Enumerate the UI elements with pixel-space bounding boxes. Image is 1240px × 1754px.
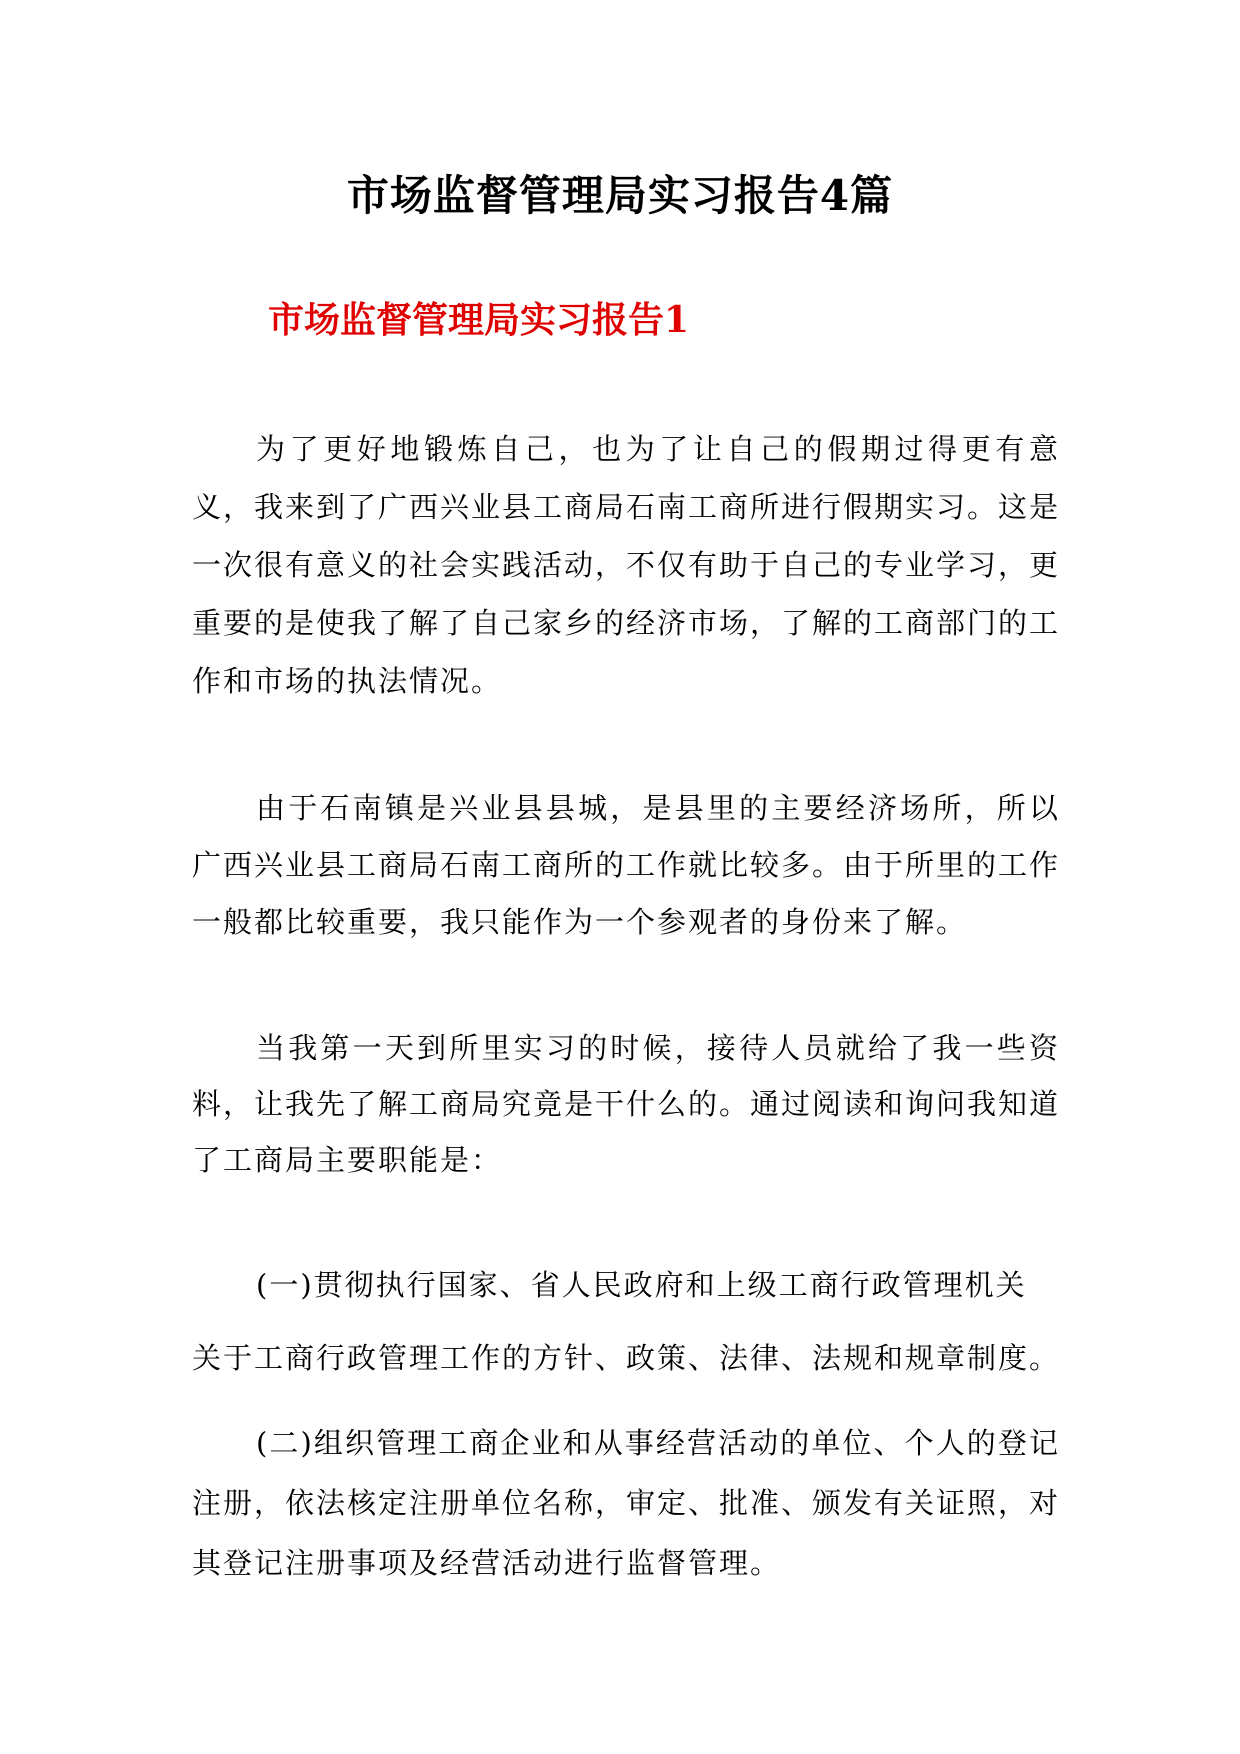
paragraph-3: 当我第一天到所里实习的时候，接待人员就给了我一些资料，让我先了解工商局究竟是干什么的。通过阅读和询问我知道了工商局主要职能是： <box>192 1031 1061 1177</box>
paragraph-5: (二)组织管理工商企业和从事经营活动的单位、个人的登记注册，依法核定注册单位名称，审定、批准、颁发有关证照，对其登记注册事项及经营活动进行监督管理。 <box>192 1426 1061 1580</box>
paragraph-1: 为了更好地锻炼自己，也为了让自己的假期过得更有意义，我来到了广西兴业县工商局石南工商所进行假期实习。这是一次很有意义的社会实践活动，不仅有助于自己的专业学习，更重要的是使我了解了自己家乡的经济市场，了解的工商部门的工作和市场的执法情况。 <box>192 432 1061 698</box>
section-title: 市场监督管理局实习报告1 <box>268 299 690 341</box>
paragraph-4-line-2: 关于工商行政管理工作的方针、政策、法律、法规和规章制度。 <box>192 1341 1061 1375</box>
paragraph-4-line-1: (一)贯彻执行国家、省人民政府和上级工商行政管理机关 <box>256 1268 1027 1302</box>
document-title: 市场监督管理局实习报告4篇 <box>346 171 894 220</box>
paragraph-2: 由于石南镇是兴业县县城，是县里的主要经济场所，所以广西兴业县工商局石南工商所的工作就比较多。由于所里的工作一般都比较重要，我只能作为一个参观者的身份来了解。 <box>192 791 1061 939</box>
